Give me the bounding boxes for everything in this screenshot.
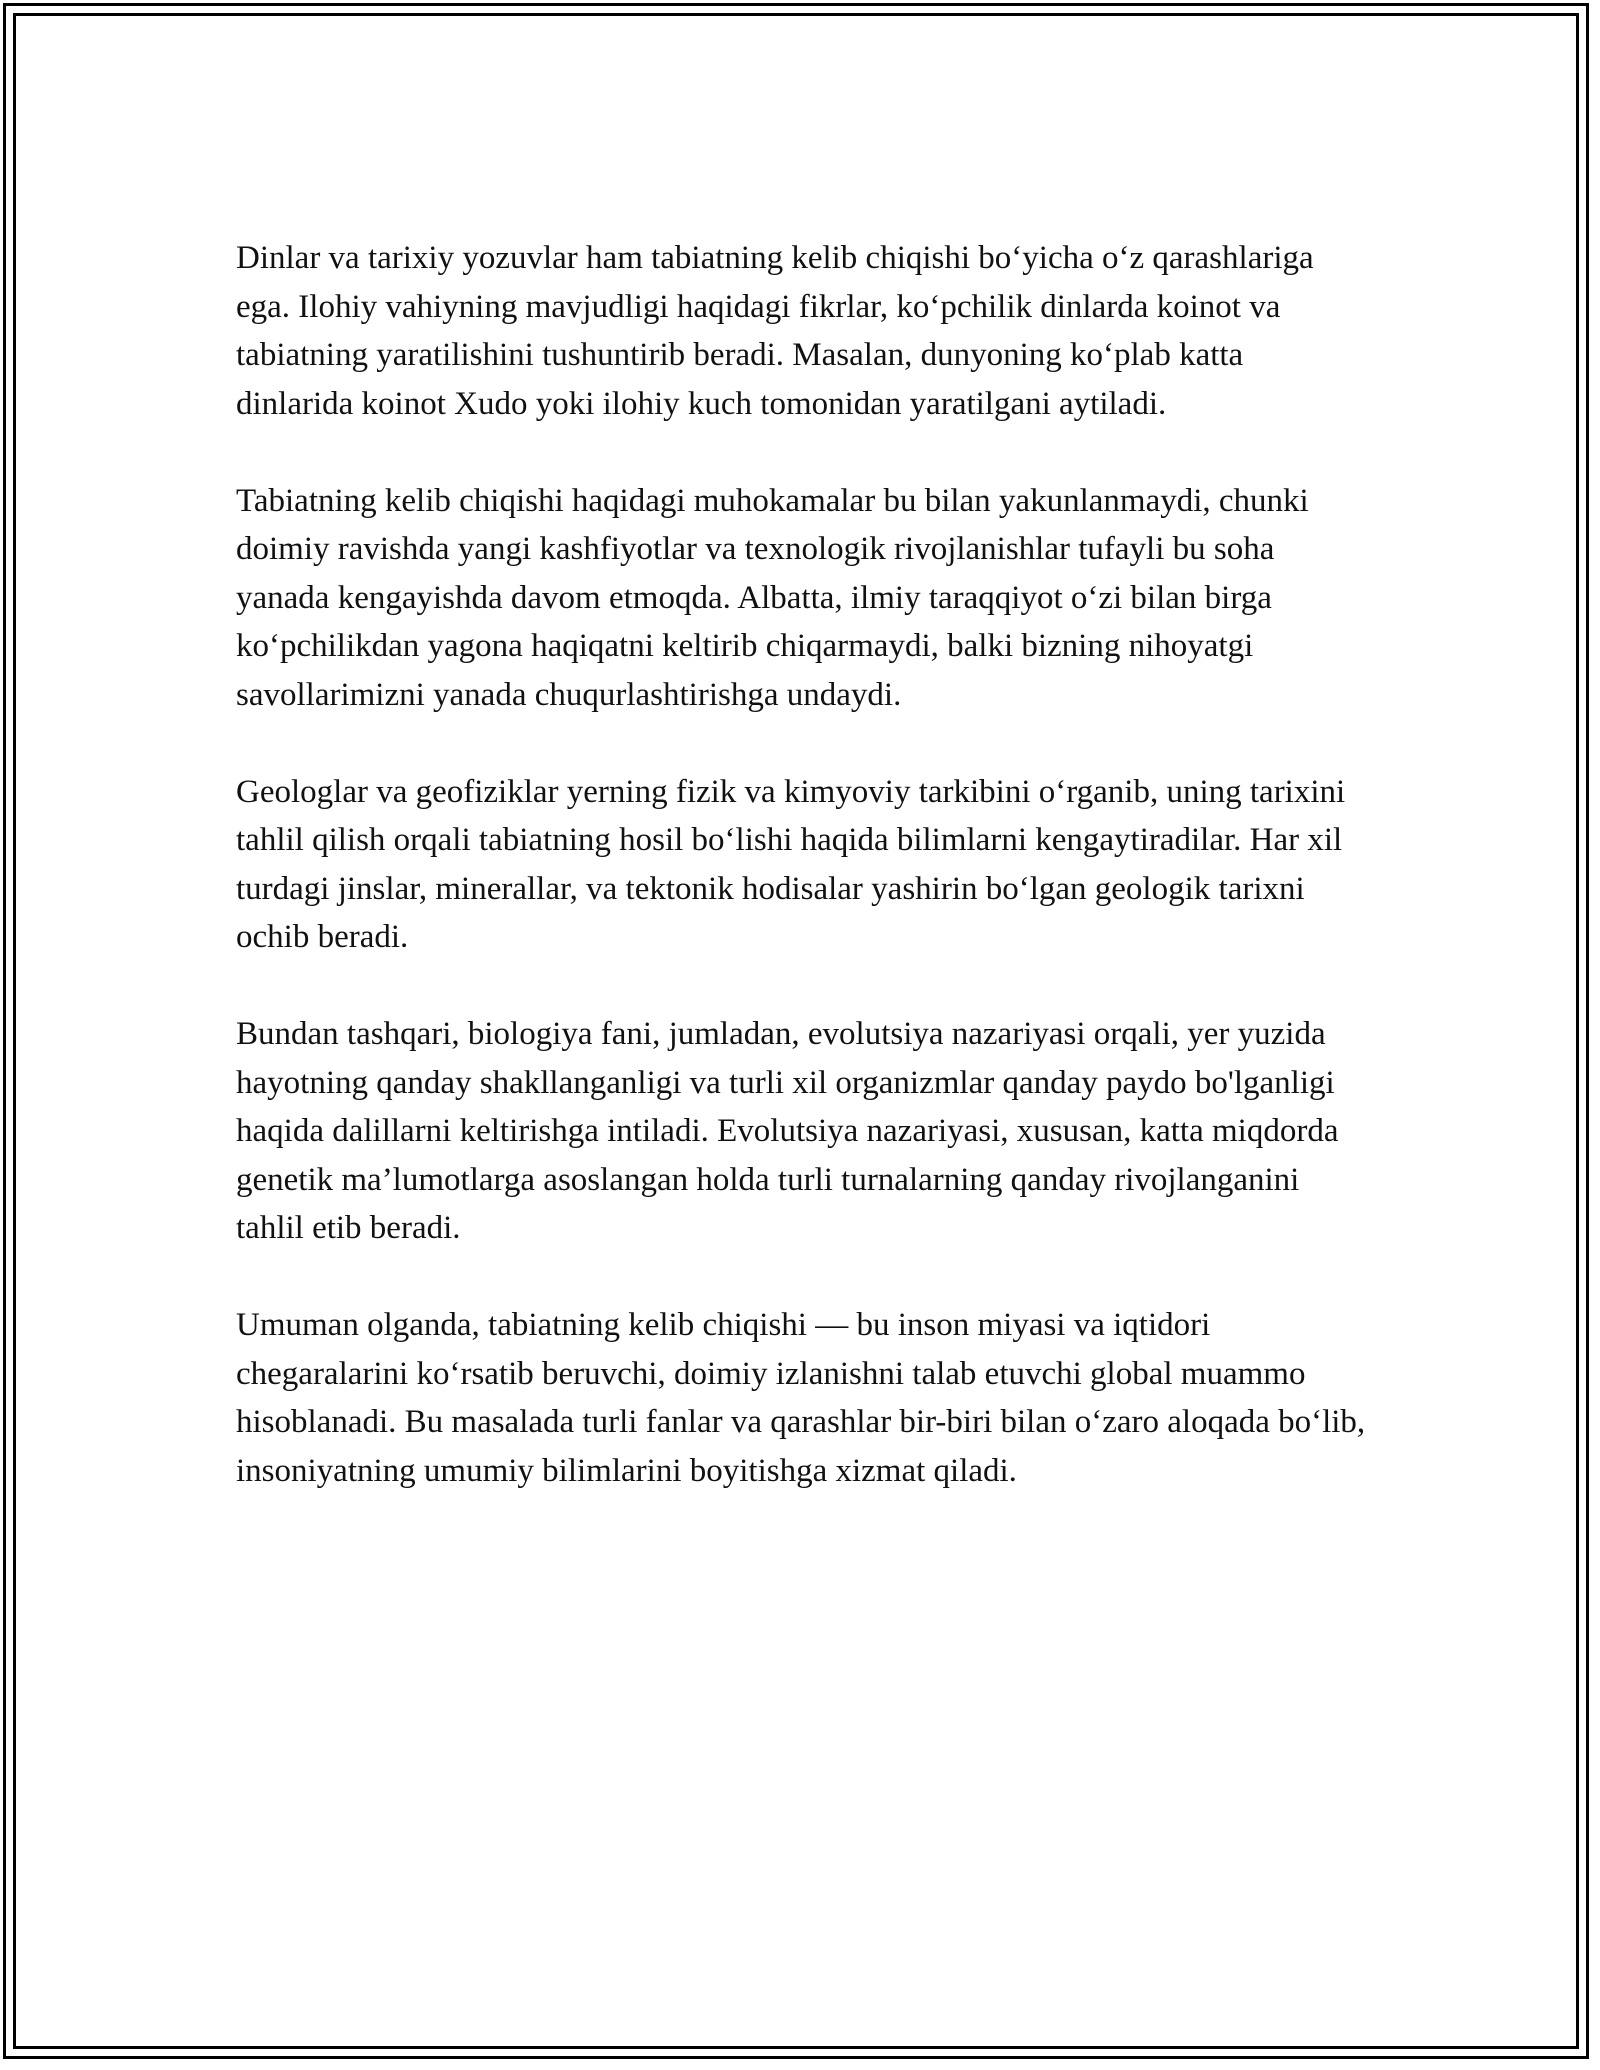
- document-body: [236, 234, 1366, 1544]
- paragraph-conclusion: Umuman olganda, tabiatning kelib chiqishi — bu inson miyasi va iqtidori chegaralarini ko‘rsatib beruvchi, doimiy izlanishni talab etuvchi global muammo hisoblanadi. Bu masalada turli fanlar va qarashlar bir-biri bilan o‘zaro aloqada bo‘lib, insoniyatning umumiy bilimlarini boyitishga xizmat qiladi.: [236, 1307, 1366, 1489]
- paragraph-religions: Dinlar va tarixiy yozuvlar ham tabiatning kelib chiqishi bo‘yicha o‘z qarashlariga ega. Ilohiy vahiyning mavjudligi haqidagi fikrlar, ko‘pchilik dinlarda koinot va tabiatning yaratilishini tushuntirib beradi. Masalan, dunyoning ko‘plab katta dinlarida koinot Xudo yoki ilohiy kuch tomonidan yaratilgani aytiladi.: [236, 240, 1314, 422]
- paragraph-discussions: Tabiatning kelib chiqishi haqidagi muhokamalar bu bilan yakunlanmaydi, chunki doimiy ravishda yangi kashfiyotlar va texnologik rivojlanishlar tufayli bu soha yanada kengayishda davom etmoqda. Albatta, ilmiy taraqqiyot o‘zi bilan birga ko‘pchilikdan yagona haqiqatni keltirib chiqarmaydi, balki bizning nihoyatgi savollarimizni yanada chuqurlashtirishga undaydi.: [236, 482, 1309, 713]
- paragraph-geology: Geologlar va geofiziklar yerning fizik va kimyoviy tarkibini o‘rganib, uning tarixini tahlil qilish orqali tabiatning hosil bo‘lishi haqida bilimlarni kengaytiradilar. Har xil turdagi jinslar, minerallar, va tektonik hodisalar yashirin bo‘lgan geologik tarixni ochib beradi.: [236, 773, 1346, 955]
- paragraph-biology: Bundan tashqari, biologiya fani, jumladan, evolutsiya nazariyasi orqali, yer yuzida hayotning qanday shakllanganligi va turli xil organizmlar qanday paydo bo'lganligi haqida dalillarni keltirishga intiladi. Evolutsiya nazariyasi, xususan, katta miqdorda genetik ma’lumotlarga asoslangan holda turli turnalarning qanday rivojlanganini tahlil etib beradi.: [236, 1016, 1339, 1246]
